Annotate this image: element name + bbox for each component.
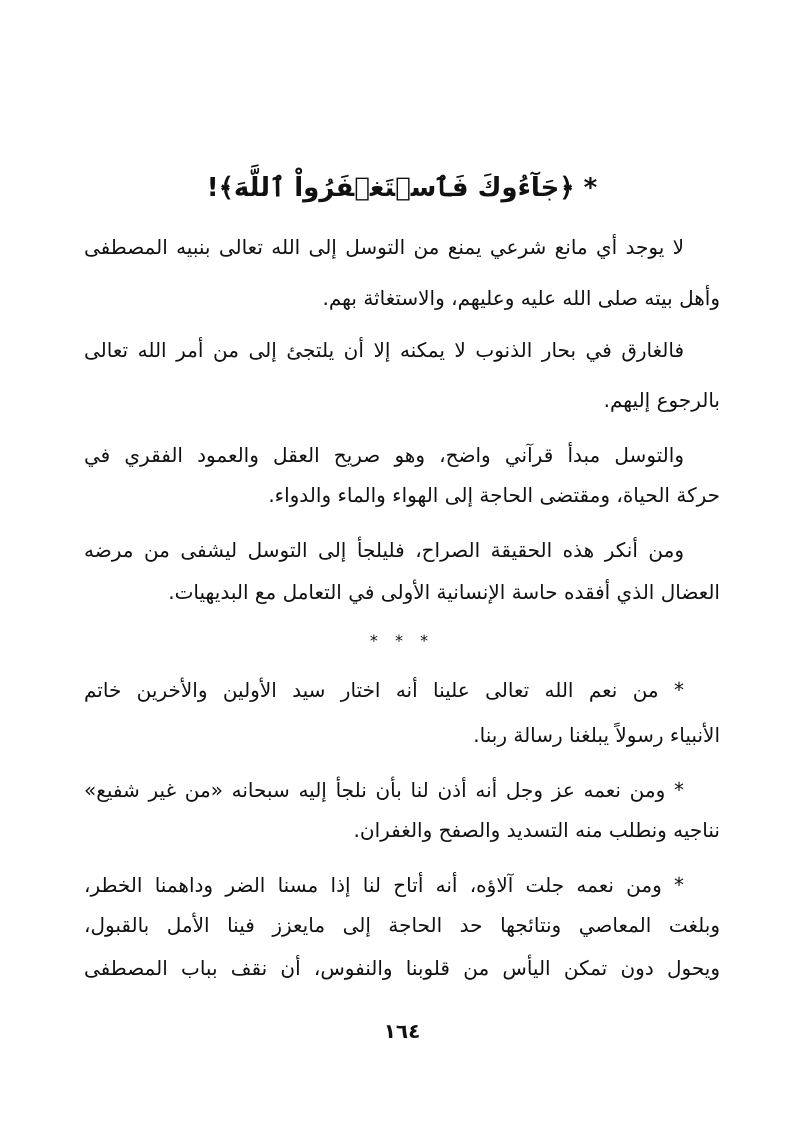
text-line: ومن أنكر هذه الحقيقة الصراح، فليلجأ إلى التوسل ليشفى من مرضه xyxy=(84,538,684,562)
text-line: والتوسل مبدأ قرآني واضح، وهو صريح العقل والعمود الفقري في xyxy=(84,443,684,467)
text-line: نناجيه ونطلب منه التسديد والصفح والغفران. xyxy=(353,818,720,842)
text-line: حركة الحياة، ومقتضى الحاجة إلى الهواء والماء والدواء. xyxy=(268,483,720,507)
text-line: وبلغت المعاصي ونتائجها حد الحاجة إلى مايعزز فينا الأمل بالقبول، xyxy=(84,913,720,937)
text-line: العضال الذي أفقده حاسة الإنسانية الأولى في التعامل مع البديهيات. xyxy=(168,580,720,604)
section-title: * ﴿جَآءُوكَ فَٱسۡتَغۡفَرُواْ ٱللَّهَ﴾! xyxy=(206,173,598,203)
text-line: فالغارق في بحار الذنوب لا يمكنه إلا أن يلتجئ إلى من أمر الله تعالى xyxy=(84,338,684,362)
section-separator: * * * xyxy=(369,631,435,650)
text-line: * من نعم الله تعالى علينا أنه اختار سيد الأولين والأخرين خاتم xyxy=(84,678,684,702)
page-number: ١٦٤ xyxy=(383,1019,421,1043)
text-line: * ومن نعمه جلت آلاؤه، أنه أتاح لنا إذا مسنا الضر وداهمنا الخطر، xyxy=(84,873,684,897)
text-line: * ومن نعمه عز وجل أنه أذن لنا بأن نلجأ إليه سبحانه «من غير شفيع» xyxy=(84,778,684,802)
text-line: ويحول دون تمكن اليأس من قلوبنا والنفوس، أن نقف بباب المصطفى xyxy=(84,956,720,980)
text-line: الأنبياء رسولاً يبلغنا رسالة ربنا. xyxy=(473,723,720,747)
text-line: وأهل بيته صلى الله عليه وعليهم، والاستغاثة بهم. xyxy=(322,286,720,310)
text-line: بالرجوع إليهم. xyxy=(603,388,720,412)
text-line: لا يوجد أي مانع شرعي يمنع من التوسل إلى الله تعالى بنبيه المصطفى xyxy=(84,235,684,259)
